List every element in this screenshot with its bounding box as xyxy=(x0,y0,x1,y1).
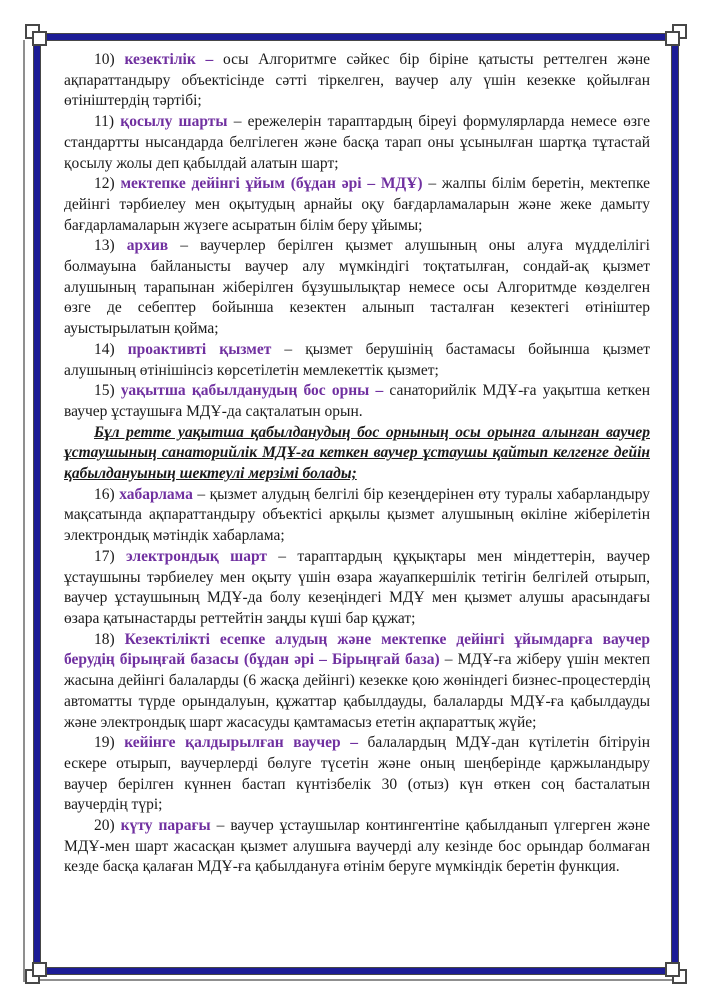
definition-item-18 xyxy=(64,630,650,734)
corner-ornament-bottom-left-inner xyxy=(32,962,47,977)
definition-text: осы Алгоритмге сәйкес бір біріне қатысты реттелген және ақпараттандыру объектісінде сәтті тіркелген, ваучер алу үшін кезекке қойылған өтініштердің тәртібі; xyxy=(64,51,650,110)
definition-text: – жалпы білім беретін, мектепке дейінгі тәрбиелеу мен оқытудың арнайы оқу бағдарламаларын және жеке дамыту бағдарламаларын жүзеге асыратын білім беру ұйымы; xyxy=(64,175,650,234)
corner-ornament-top-right-inner xyxy=(665,31,680,46)
border-shadow-left xyxy=(23,40,25,982)
item-number: 20) xyxy=(94,817,121,835)
term: кезектілік – xyxy=(124,51,224,68)
item-number: 16) xyxy=(94,485,120,503)
definition-item-16 xyxy=(64,485,650,547)
term: Кезектілікті есепке алудың және мектепке дейінгі ұйымдарға ваучер берудің бірыңғай базасы (бұдан әрі – Бірыңғай база) xyxy=(64,630,650,669)
definition-item-13 xyxy=(64,236,650,340)
definition-text: балалардың МДҰ-дан күтілетін бітіруін ескере отырып, ваучерлерді бөлуге түсетін және оның шеңберінде қаржыландыру ваучер берілген күннен бастап күнтізбелік 30 (отыз) күн өткен соң басталатын ваучердің түрі; xyxy=(64,734,650,814)
definition-text: – қызмет берушінің бастамасы бойынша қызмет алушының өтінішінсіз көрсетілетін мемлекеттік қызмет; xyxy=(64,340,651,379)
definition-item-17 xyxy=(64,547,650,630)
term: күту парағы xyxy=(120,817,211,835)
item-number: 15) xyxy=(94,382,121,400)
corner-ornament-bottom-right-inner xyxy=(665,962,680,977)
term: уақытша қабылданудың бос орны – xyxy=(120,382,390,400)
definition-text: – ережелерін тараптардың біреуі формулярларда немесе өзге стандартты нысандарда белгілеген және басқа тарап оны ұсынылған шартқа тұтастай қосылу жолы деп қабылдай алатын шарт; xyxy=(64,113,650,172)
definition-item-19 xyxy=(64,733,650,816)
definition-item-14 xyxy=(64,340,650,381)
item-number: 14) xyxy=(94,340,128,358)
document-body xyxy=(64,50,650,878)
definition-text: – ваучер ұстаушылар контингентіне қабылданып үлгерген және МДҰ-мен шарт жасасқан қызмет алушыға ваучерді алу кезінде бос орындар болмаған кезде басқа қалаған МДҰ-ға қабылдануға өтінім беруге мүмкіндік беретін функция. xyxy=(64,817,650,876)
term: қосылу шарты xyxy=(120,113,228,131)
definition-item-11 xyxy=(64,112,650,174)
definition-text: – ваучерлер берілген қызмет алушының оны алуға мүдделілігі болмауына байланысты ваучер алу мүмкіндігі тоқтатылған, сондай-ақ қызмет алушының тарапынан жіберілген бұзушылықтар немесе осы Алгоритмде көзделген өзге де себептер бойынша кезектен алынып тасталған кезектегі өтініштер ауыстырылатын қойма; xyxy=(64,237,650,338)
term: мектепке дейінгі ұйым (бұдан әрі – МДҰ) xyxy=(120,175,423,193)
definition-item-12 xyxy=(64,174,650,236)
item-number: 17) xyxy=(94,547,126,565)
item-number: 12) xyxy=(94,175,121,193)
term: проактивті қызмет xyxy=(127,340,272,358)
definition-item-20 xyxy=(64,816,650,878)
definition-text: – МДҰ-ға жіберу үшін мектеп жасына дейінгі балаларды (6 жасқа дейінгі) кезекке қою жөніндегі бизнес-процестердің автоматты түрде орындалуын, құжаттар қабылдауды, балаларды МДҰ-ға қабылдауды және электрондық шарт жасасуды қамтамасыз ететін ақпараттық жүйе; xyxy=(64,651,650,731)
corner-ornament-top-left-inner xyxy=(32,31,47,46)
item-number: 13) xyxy=(94,237,127,255)
item-number: 11) xyxy=(94,113,121,131)
item-number: 18) xyxy=(94,630,125,648)
item-number: 19) xyxy=(94,734,125,752)
definition-text: – қызмет алудың белгілі бір кезеңдерінен өту туралы хабарландыру мақсатында ақпараттандыру объектісі арқылы қызмет алушының өкіліне жіберілетін электрондық мәтіндік хабарлама; xyxy=(64,485,650,545)
note-paragraph: Бұл ретте уақытша қабылданудың бос орнының осы орынға алынған ваучер ұстаушының санаторийлік МДҰ-ға кеткен ваучер ұстаушы қайтып келгенге дейін қабылдануының шектеулі мерзімі болады; xyxy=(64,423,650,483)
definition-text: – тараптардың құқықтары мен міндеттерін, ваучер ұстаушыны тәрбиелеу мен оқыту үшін өзара жауапкершілік тетігін белгілей отырып, ваучер ұстаушының МДҰ-да болу кезеңіндегі МДҰ мен қызмет алушы арасындағы өзара қатынастарды реттейтін заңды күші бар құжат; xyxy=(64,547,650,627)
term: кейінге қалдырылған ваучер – xyxy=(124,734,368,752)
item-number: 10) xyxy=(94,51,125,68)
border-shadow-bottom xyxy=(23,979,674,981)
definition-text: санаторийлік МДҰ-ға уақытша кеткен ваучер ұстаушыға МДҰ-да сақталатын орын. xyxy=(64,382,650,420)
term: хабарлама xyxy=(119,485,193,503)
term: электрондық шарт xyxy=(125,547,268,565)
term: архив xyxy=(126,237,169,255)
definition-item-15 xyxy=(64,381,650,422)
definition-item-10 xyxy=(64,50,650,112)
